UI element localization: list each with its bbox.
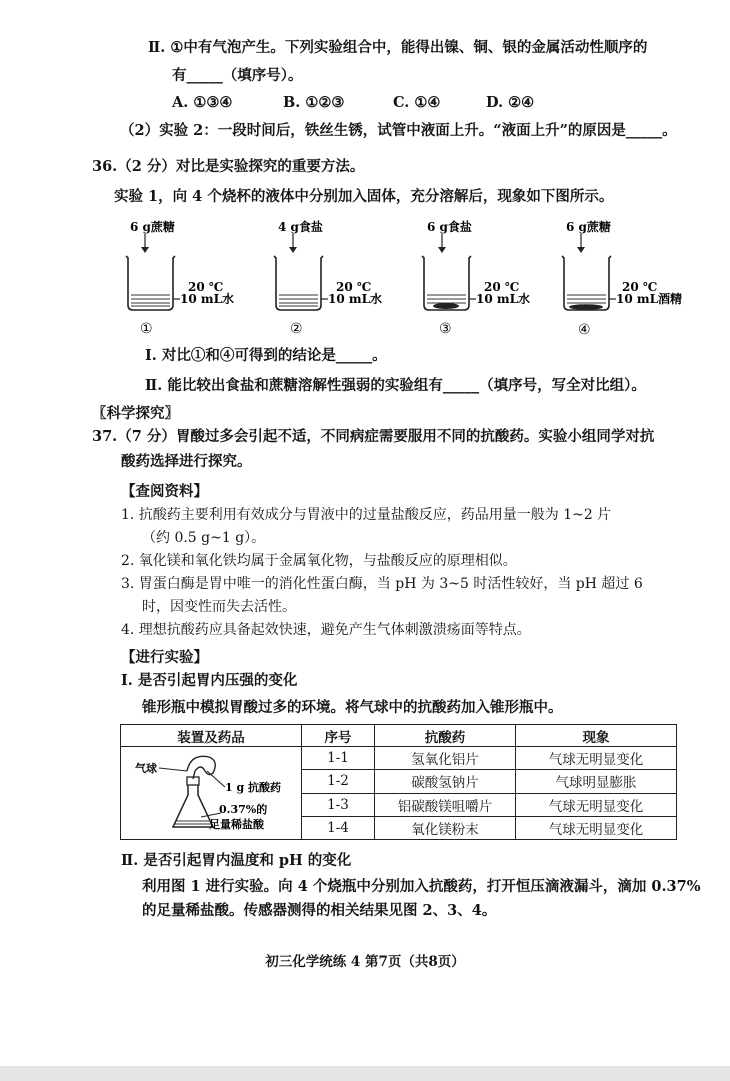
- flask-apparatus-diagram: [121, 747, 301, 835]
- drug-label: 1 g 抗酸药: [225, 781, 282, 794]
- beaker-1: [126, 219, 234, 337]
- beaker-figure: [100, 218, 700, 340]
- balloon-label: 气球: [135, 762, 157, 775]
- ref-2: 2. 氧化镁和氧化铁均属于金属氧化物，与盐酸反应的原理相似。: [121, 553, 517, 569]
- beaker-3: [422, 219, 530, 337]
- table-header-row: [121, 725, 677, 747]
- beaker-3-solid: 6 g食盐: [427, 220, 472, 234]
- header-result: 现象: [516, 725, 677, 747]
- beaker-4-solid: 6 g蔗糖: [566, 220, 611, 234]
- row-2-id: 1-2: [302, 770, 375, 793]
- row-3-drug: 铝碳酸镁咀嚼片: [375, 793, 516, 816]
- beaker-1-liquid: 10 mL水: [180, 292, 235, 306]
- row-3-id: 1-3: [302, 793, 375, 816]
- beaker-1-number: ①: [140, 321, 153, 337]
- row-2-result: 气球明显膨胀: [516, 770, 677, 793]
- beaker-2-solid: 4 g食盐: [278, 220, 323, 234]
- row-2-drug: 碳酸氢钠片: [375, 770, 516, 793]
- row-1-id: 1-1: [302, 747, 375, 770]
- row-3-result: 气球无明显变化: [516, 793, 677, 816]
- q37-title-line2: 酸药选择进行探究。: [121, 453, 252, 470]
- row-4-drug: 氧化镁粉末: [375, 816, 516, 839]
- part-1-description: 锥形瓶中模拟胃酸过多的环境。将气球中的抗酸药加入锥形瓶中。: [142, 699, 563, 716]
- beaker-3-temp: 20 ℃: [484, 280, 520, 294]
- beaker-2-number: ②: [290, 321, 303, 337]
- acid-label-line1: 0.37%的: [219, 803, 268, 816]
- ref-3-line1: 3. 胃蛋白酶是胃中唯一的消化性蛋白酶，当 pH 为 3~5 时活性较好，当 pH 超过 6: [121, 576, 643, 592]
- beaker-4-temp: 20 ℃: [622, 280, 658, 294]
- lookup-heading: 【查阅资料】: [121, 484, 208, 500]
- bottom-margin-bar: [0, 1066, 730, 1081]
- row-4-id: 1-4: [302, 816, 375, 839]
- section-heading: 〖科学探究〗: [92, 405, 179, 422]
- part-2-line1: 利用图 1 进行实验。向 4 个烧瓶中分别加入抗酸药，打开恒压滴液漏斗，滴加 0.37%: [142, 878, 701, 895]
- beaker-2-temp: 20 ℃: [336, 280, 372, 294]
- beaker-4: [562, 219, 682, 338]
- beaker-3-number: ③: [439, 321, 452, 337]
- beaker-2-liquid: 10 mL水: [328, 292, 383, 306]
- ref-1-line2: （约 0.5 g~1 g）。: [142, 530, 266, 546]
- header-apparatus: 装置及药品: [121, 725, 302, 747]
- header-drug: 抗酸药: [375, 725, 516, 747]
- ref-4: 4. 理想抗酸药应具备起效快速，避免产生气体刺激溃疡面等特点。: [121, 622, 531, 638]
- q36-title: 36.（2 分）对比是实验探究的重要方法。: [92, 158, 365, 175]
- table-row: [121, 747, 677, 770]
- ref-3-line2: 时，因变性而失去活性。: [142, 599, 296, 615]
- part-2-line2: 的足量稀盐酸。传感器测得的相关结果见图 2、3、4。: [142, 902, 497, 919]
- q35-ii-line1: Ⅱ. ①中有气泡产生。下列实验组合中，能得出镍、铜、银的金属活动性顺序的: [148, 39, 648, 56]
- row-1-result: 气球无明显变化: [516, 747, 677, 770]
- q35-option-b: B. ①②③: [283, 94, 345, 111]
- q36-exp1: 实验 1，向 4 个烧杯的液体中分别加入固体，充分溶解后，现象如下图所示。: [114, 188, 614, 205]
- experiment-table: [120, 724, 677, 840]
- acid-label-line2: 足量稀盐酸: [209, 818, 264, 831]
- part-1-title: Ⅰ. 是否引起胃内压强的变化: [121, 672, 298, 689]
- q37-title-line1: 37.（7 分）胃酸过多会引起不适，不同病症需要服用不同的抗酸药。实验小组同学对抗: [92, 428, 655, 445]
- q35-option-d: D. ②④: [486, 94, 535, 111]
- row-4-result: 气球无明显变化: [516, 816, 677, 839]
- q35-option-a: A. ①③④: [172, 94, 233, 111]
- beaker-4-liquid: 10 mL酒精: [616, 292, 683, 306]
- page-footer: 初三化学统练 4 第7页（共8页）: [265, 954, 465, 970]
- beaker-2: [274, 219, 382, 337]
- beaker-1-solid: 6 g蔗糖: [130, 220, 175, 234]
- q36-i-line: Ⅰ. 对比①和④可得到的结论是_____。: [145, 347, 387, 364]
- header-id: 序号: [302, 725, 375, 747]
- beaker-4-number: ④: [578, 322, 591, 338]
- q36-ii-line: Ⅱ. 能比较出食盐和蔗糖溶解性强弱的实验组有_____（填序号，写全对比组）。: [145, 377, 646, 394]
- q35-ii-line2: 有_____（填序号）。: [172, 67, 303, 84]
- q35-option-c: C. ①④: [393, 94, 441, 111]
- q35-exp2: （2）实验 2：一段时间后，铁丝生锈，试管中液面上升。“液面上升”的原因是_____。: [120, 122, 677, 139]
- experiment-heading: 【进行实验】: [121, 650, 208, 666]
- apparatus-cell: [121, 747, 302, 840]
- row-1-drug: 氢氧化铝片: [375, 747, 516, 770]
- beaker-3-liquid: 10 mL水: [476, 292, 531, 306]
- beaker-1-temp: 20 ℃: [188, 280, 224, 294]
- part-2-title: Ⅱ. 是否引起胃内温度和 pH 的变化: [121, 852, 352, 869]
- ref-1-line1: 1. 抗酸药主要利用有效成分与胃液中的过量盐酸反应，药品用量一般为 1~2 片: [121, 507, 612, 523]
